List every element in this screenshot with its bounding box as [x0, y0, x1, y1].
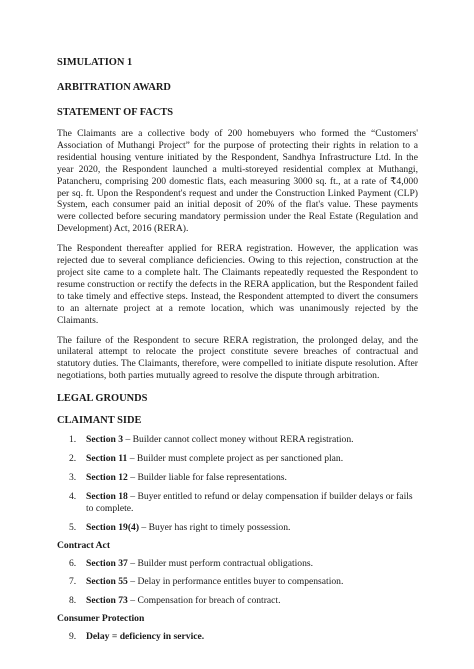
legal-grounds-heading: LEGAL GROUNDS	[57, 393, 148, 405]
list-item-number: 7.	[69, 576, 77, 588]
list-item	[57, 453, 418, 465]
section-label: Section 3	[86, 434, 124, 446]
list-item-number: 6.	[69, 557, 77, 569]
section-description: – Buyer entitled to refund or delay compensation if builder delays or fails to complete.	[86, 490, 413, 514]
section-description: – Delay in performance entitles buyer to compensation.	[127, 576, 344, 588]
list-item-number: 8.	[69, 595, 77, 607]
list-item	[57, 491, 418, 515]
facts-paragraph-2: The Respondent thereafter applied for RERA registration. However, the application was rejected due to several compliance deficiencies. Owing to this rejection, construction at the project site came to a complete halt. The Claimants repeatedly requested the Respondent to resume construction or rectify the defects in the RERA application, but the Respondent failed to take timely and effective steps. Instead, the Respondent attempted to divert the consumers to an alternate project at a remote location, which was unanimously rejected by the Claimants.	[57, 243, 418, 326]
list-item-number: 9.	[69, 631, 77, 643]
section-description: – Builder must perform contractual obligations.	[127, 557, 314, 569]
contract-act-heading: Contract Act	[57, 539, 111, 551]
section-label: Section 73	[86, 595, 128, 607]
list-item-number: 2.	[69, 453, 77, 465]
section-description: – Compensation for breach of contract.	[127, 595, 281, 607]
list-item-number: 5.	[69, 521, 77, 533]
list-item-number: 4.	[69, 490, 77, 502]
section-description: – Builder cannot collect money without RERA registration.	[123, 434, 354, 446]
consumer-protection-heading: Consumer Protection	[57, 613, 145, 625]
section-label: Section 18	[86, 490, 128, 502]
facts-paragraph-1: The Claimants are a collective body of 200 homebuyers who formed the “Customers' Association of Muthangi Project” for the purpose of protecting their rights in relation to a residential housing venture initiated by the Respondent, Sandhya Infrastructure Ltd. In the year 2020, the Respondent launched a multi-storeyed residential complex at Muthangi, Patancheru, comprising 200 domestic flats, each measuring 3000 sq. ft., at a rate of ₹4,000 per sq. ft. Upon the Respondent's request and under the Construction Linked Payment (CLP) System, each consumer paid an initial deposit of 20% of the flat's value. These payments were collected before securing mandatory permission under the Real Estate (Regulation and Development) Act, 2016 (RERA).	[57, 128, 418, 235]
section-label: Section 12	[86, 471, 128, 483]
claimant-side-heading: CLAIMANT SIDE	[57, 415, 142, 427]
section-label: Section 37	[86, 557, 128, 569]
contract-act-list	[57, 558, 418, 608]
list-item	[57, 595, 418, 607]
section-label: Section 19(4)	[86, 521, 140, 533]
section-label: Section 55	[86, 576, 128, 588]
facts-paragraph-3: The failure of the Respondent to secure RERA registration, the prolonged delay, and the unilateral attempt to relocate the project constitute severe breaches of contractual and statutory duties. The Claimants, therefore, were compelled to initiate dispute resolution. After negotiations, both parties mutually agreed to resolve the dispute through arbitration.	[57, 334, 418, 382]
list-item	[57, 631, 418, 643]
document-subtitle: ARBITRATION AWARD	[57, 82, 171, 93]
list-item-number: 1.	[69, 434, 77, 446]
list-item	[57, 522, 418, 534]
list-item	[57, 576, 418, 588]
section-description: – Buyer has right to timely possession.	[139, 521, 291, 533]
consumer-protection-list	[57, 631, 418, 643]
claimant-sections-list	[57, 434, 418, 533]
list-item	[57, 558, 418, 570]
section-description: – Builder liable for false representations.	[127, 471, 287, 483]
section-description: – Builder must complete project as per sanctioned plan.	[127, 453, 344, 465]
document-title: SIMULATION 1	[57, 57, 133, 68]
list-item-number: 3.	[69, 471, 77, 483]
section-label: Section 11	[86, 453, 128, 465]
statement-of-facts-heading: STATEMENT OF FACTS	[57, 107, 174, 118]
list-item	[57, 434, 418, 446]
list-item	[57, 472, 418, 484]
section-label: Delay = deficiency in service.	[86, 631, 205, 643]
